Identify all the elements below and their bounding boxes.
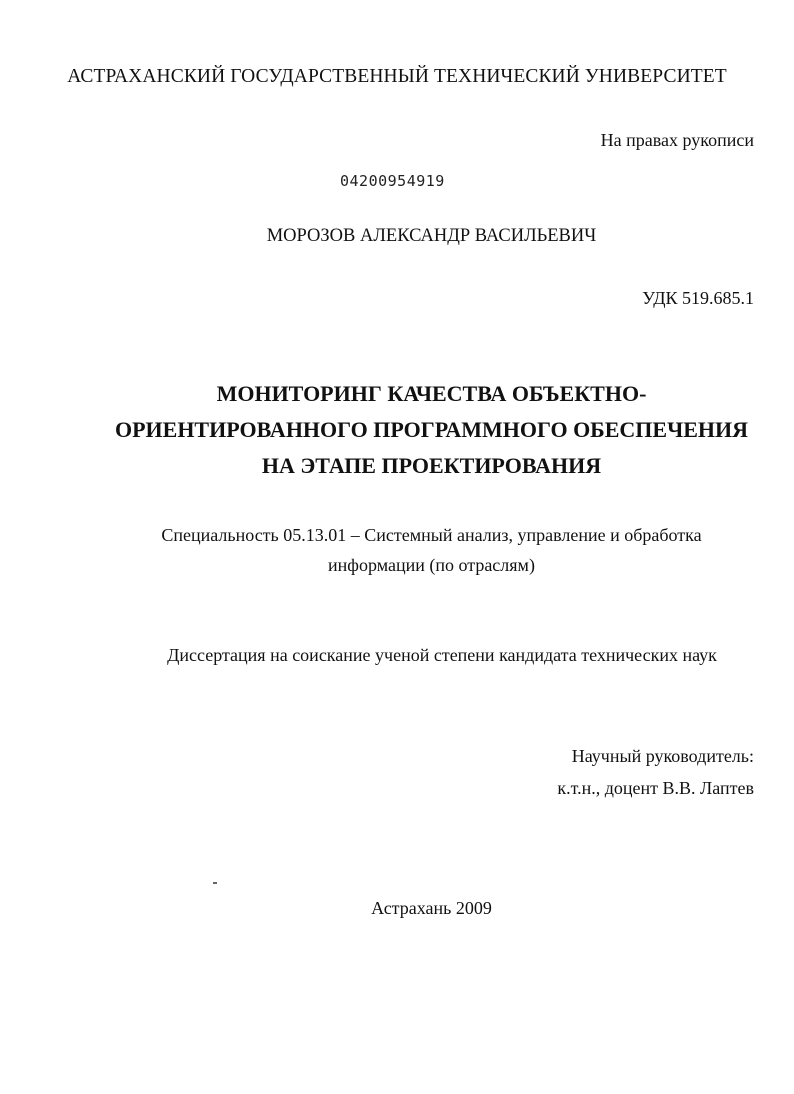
specialty-block: [0, 520, 794, 580]
supervisor-name: к.т.н., доцент В.В. Лаптев: [557, 778, 754, 798]
supervisor-label: Научный руководитель:: [571, 746, 754, 766]
title-line-2: ОРИЕНТИРОВАННОГО ПРОГРАММНОГО ОБЕСПЕЧЕНИЯ: [114, 417, 749, 442]
university-name: АСТРАХАНСКИЙ ГОСУДАРСТВЕННЫЙ ТЕХНИЧЕСКИЙ УНИВЕРСИТЕТ: [67, 66, 727, 87]
city-year: Астрахань 2009: [371, 898, 492, 918]
registration-code: 04200954919: [340, 172, 445, 190]
dissertation-title: [0, 376, 794, 484]
specialty-line-2: информации (по отраслям): [328, 555, 535, 575]
supervisor-block: [557, 740, 754, 804]
scan-speck: [213, 882, 217, 884]
manuscript-rights-note: На правах рукописи: [600, 130, 754, 150]
specialty-line-1: Специальность 05.13.01 – Системный анализ, управление и обработка: [161, 525, 702, 545]
dissertation-degree-statement: Диссертация на соискание ученой степени кандидата технических наук: [167, 645, 717, 665]
title-line-1: МОНИТОРИНГ КАЧЕСТВА ОБЪЕКТНО-: [216, 381, 647, 406]
author-name: МОРОЗОВ АЛЕКСАНДР ВАСИЛЬЕВИЧ: [266, 226, 597, 246]
udc-code: УДК 519.685.1: [642, 288, 754, 308]
title-line-3: НА ЭТАПЕ ПРОЕКТИРОВАНИЯ: [261, 453, 602, 478]
